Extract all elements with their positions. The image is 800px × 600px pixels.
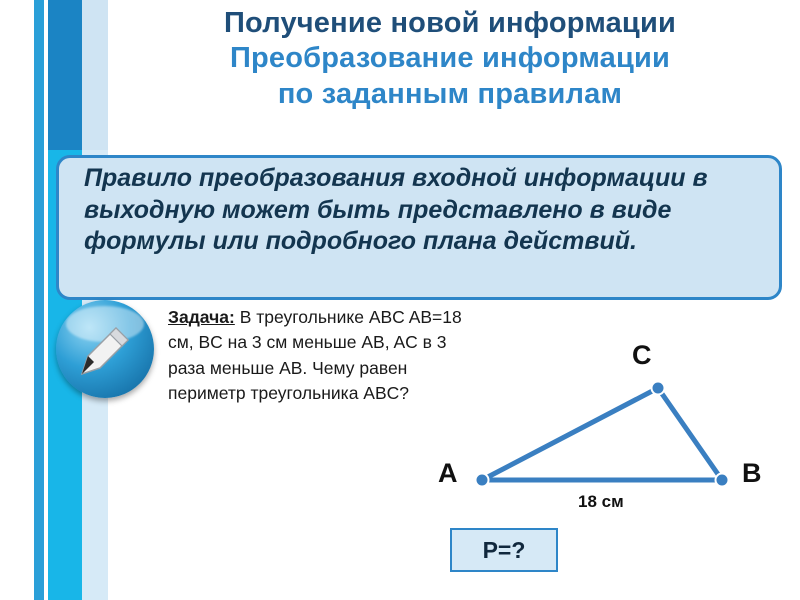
decoration-stripe-blue-thin xyxy=(34,0,44,600)
rule-text: Правило преобразования входной информации в выходную может быть представлено в виде формулы или подробного плана действий. xyxy=(84,164,708,255)
page-title xyxy=(110,6,790,112)
triangle-svg xyxy=(430,330,790,510)
triangle-figure xyxy=(430,330,790,510)
decoration-stripe-blue-top xyxy=(48,0,82,150)
vertex-label-c: C xyxy=(632,340,652,370)
decoration-stripe-lightblue-top xyxy=(82,0,108,150)
title-line-2: Преобразование информации xyxy=(229,42,671,75)
vertex-label-b: B xyxy=(742,458,762,488)
task-label: Задача: xyxy=(168,307,235,327)
task-body: В треугольнике ABC AB=18 см, BC на 3 см меньше AB, AC в 3 раза меньше AB. Чему равен периметр треугольника ABC? xyxy=(168,307,462,404)
title-line-3: по заданным правилам xyxy=(277,77,623,110)
vertex-label-a: A xyxy=(438,458,458,488)
answer-box xyxy=(450,528,558,572)
answer-text: P=? xyxy=(482,536,526,563)
pen-icon xyxy=(56,300,154,398)
side-label-ab: 18 см xyxy=(578,492,624,511)
pen-icon-glyph xyxy=(74,320,136,382)
task-statement xyxy=(168,305,468,407)
title-line-1: Получение новой информации xyxy=(223,7,677,39)
